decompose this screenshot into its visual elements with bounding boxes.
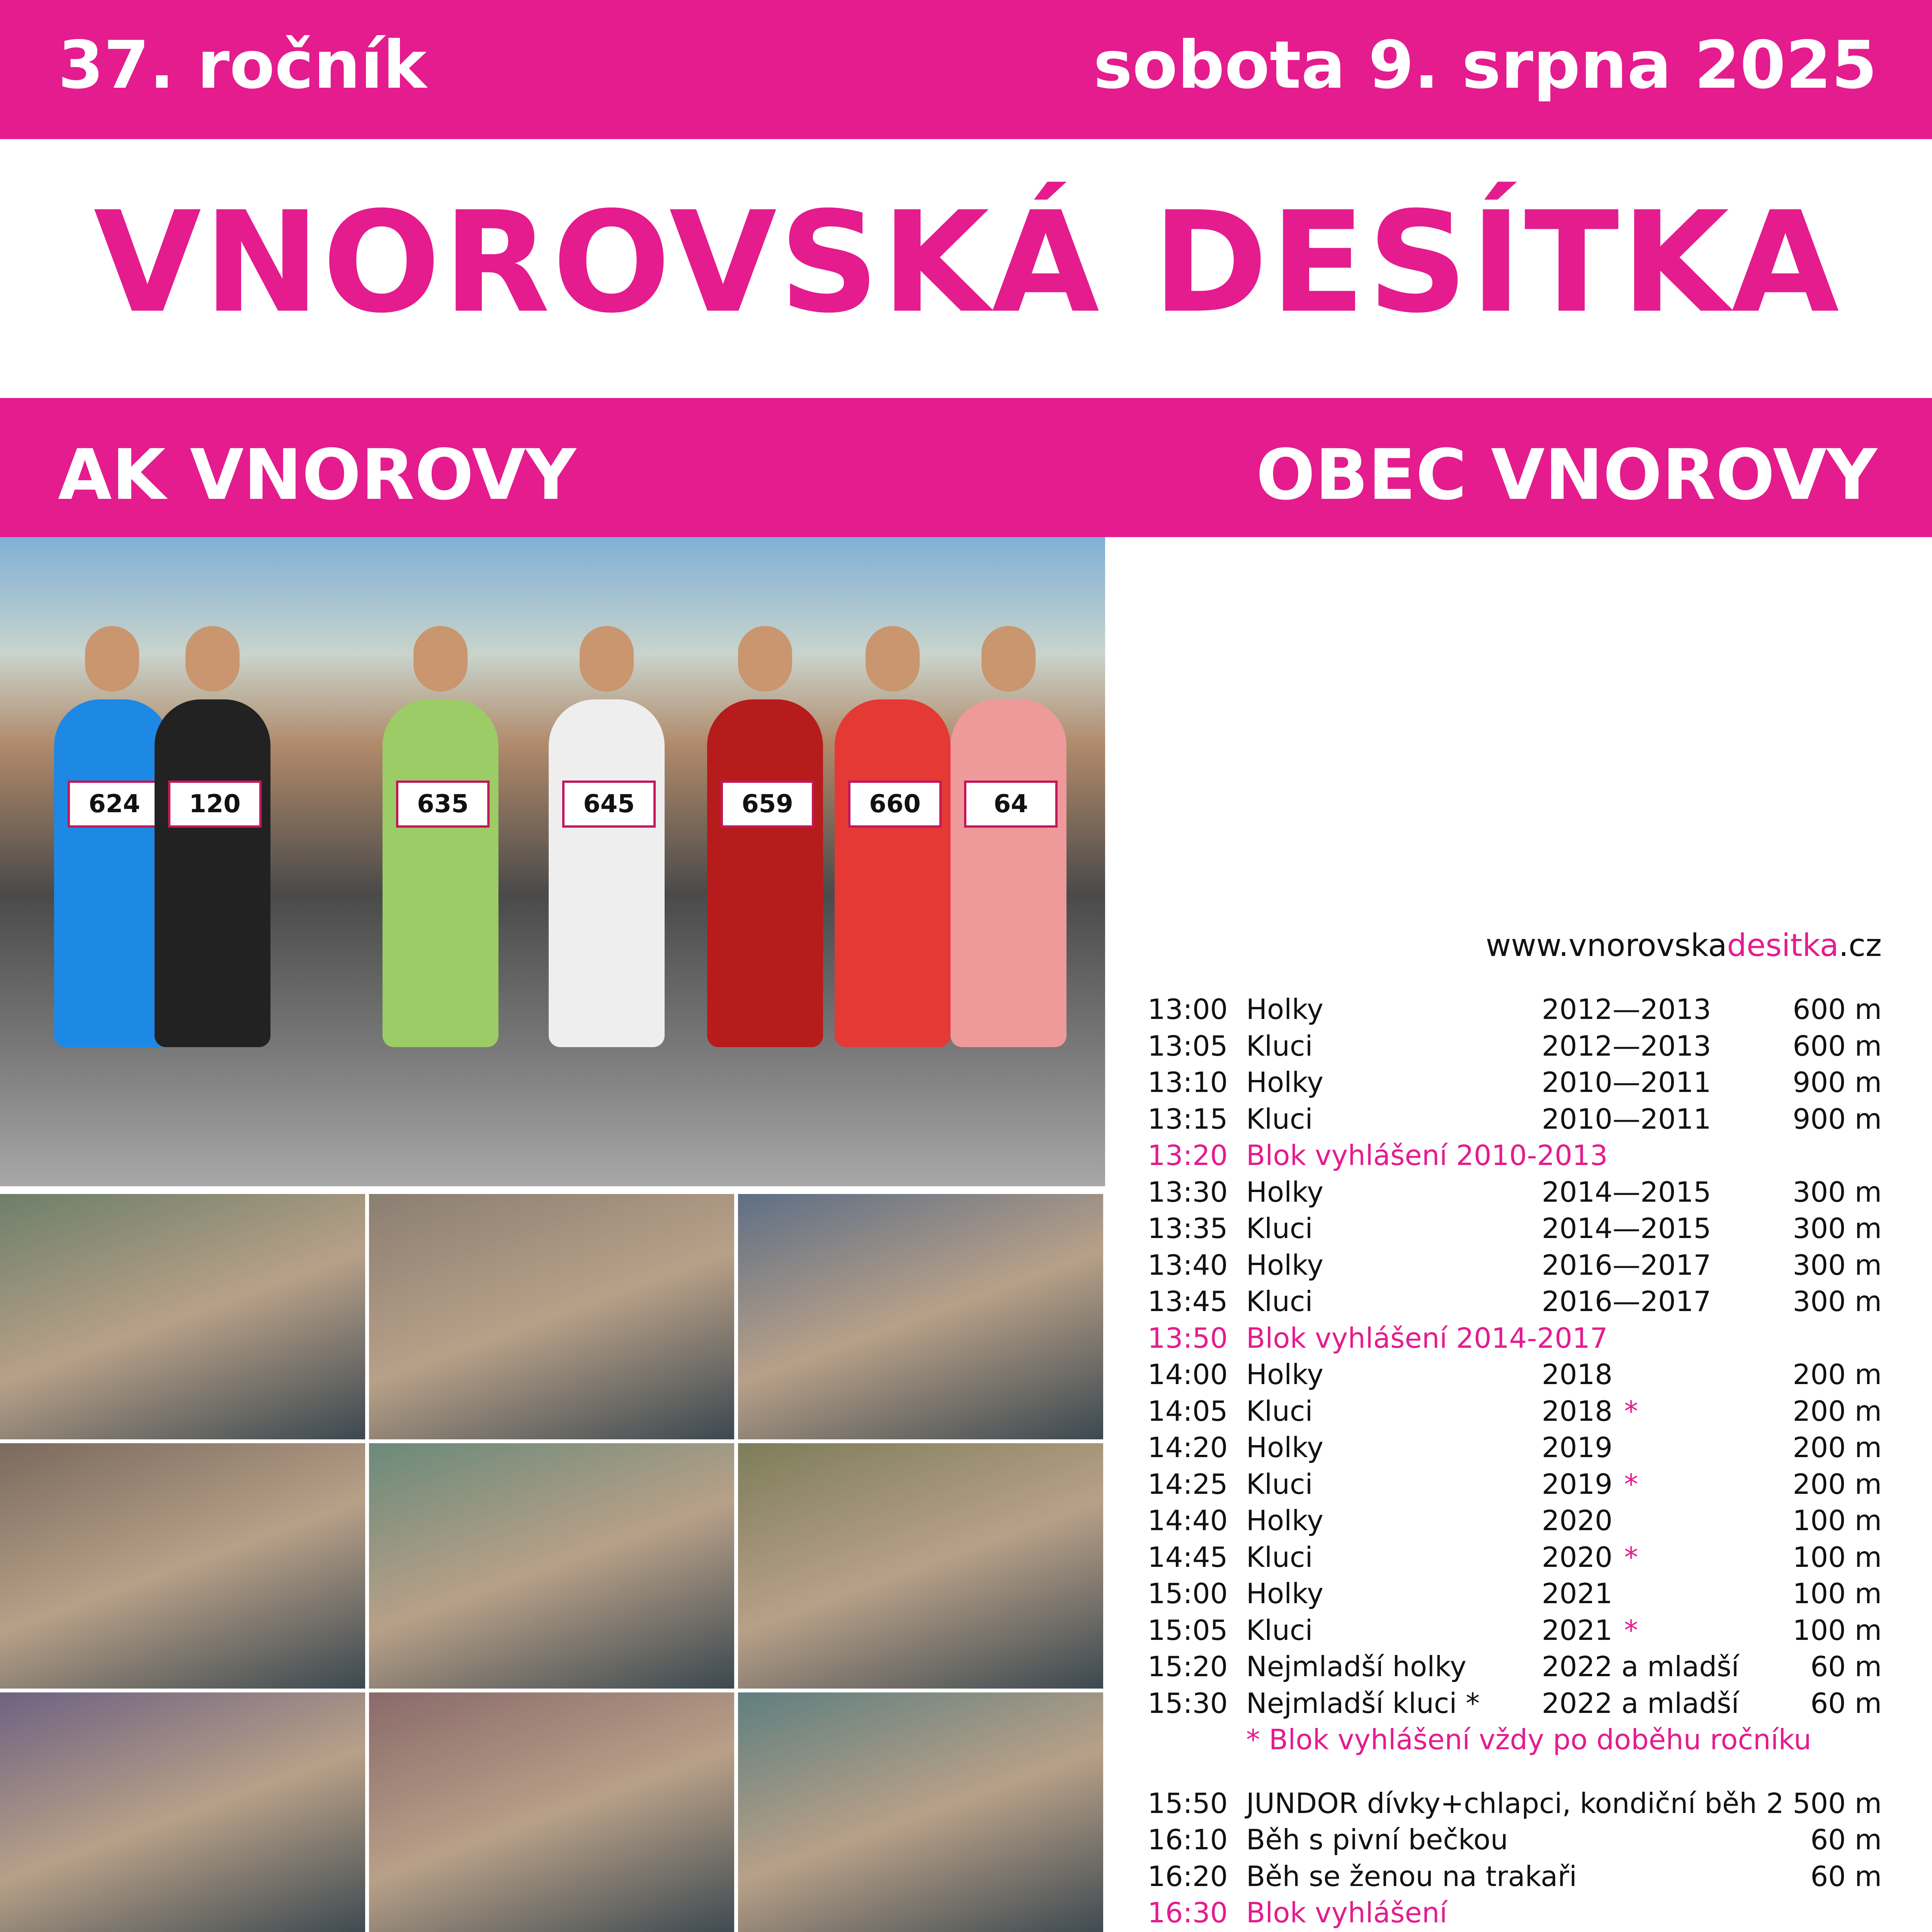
schedule-time: 15:00 [1148, 1577, 1228, 1610]
schedule-row [1148, 1504, 1882, 1541]
schedule-row [1148, 1687, 1882, 1723]
schedule-row [1148, 1066, 1882, 1102]
schedule-distance: 200 m [1793, 1431, 1882, 1464]
runner [707, 699, 823, 1047]
schedule-distance: 300 m [1793, 1248, 1882, 1281]
schedule-distance: 600 m [1793, 993, 1882, 1026]
schedule-event: Holky [1246, 1066, 1323, 1099]
schedule-years [1542, 1139, 1553, 1172]
schedule-time: 15:20 [1148, 1650, 1228, 1683]
schedule-time: 16:30 [1148, 1896, 1228, 1929]
schedule-years: 2022 a mladší [1542, 1687, 1739, 1719]
schedule-years: 2012—2013 [1542, 993, 1711, 1026]
hero-photo [0, 537, 1105, 1186]
schedule-event: Holky [1246, 993, 1323, 1026]
schedule-row [1148, 1395, 1882, 1431]
schedule-time: 13:00 [1148, 993, 1228, 1026]
race-bib: 64 [964, 781, 1058, 828]
edition: 37. ročník [58, 27, 427, 104]
schedule-row [1148, 1577, 1882, 1614]
schedule-years [1542, 1860, 1553, 1893]
race-bib: 660 [848, 781, 942, 828]
runner [835, 699, 951, 1047]
schedule-years: 2010—2011 [1542, 1102, 1711, 1135]
schedule-row [1148, 1103, 1882, 1139]
schedule-time: 15:50 [1148, 1787, 1228, 1820]
schedule-distance: 60 m [1810, 1687, 1882, 1719]
schedule-event: Kluci [1246, 1541, 1313, 1573]
schedule-time: 15:30 [1148, 1687, 1228, 1719]
schedule-event: Blok vyhlášení 2010-2013 [1246, 1139, 1608, 1172]
schedule-distance: 100 m [1793, 1504, 1882, 1537]
schedule-years: 2018 [1542, 1358, 1613, 1391]
schedule-row [1148, 1285, 1882, 1321]
runner-head [413, 626, 468, 692]
schedule-years: 2020 [1542, 1504, 1613, 1537]
schedule-distance: 100 m [1793, 1614, 1882, 1646]
schedule-row [1148, 993, 1882, 1029]
schedule-event: Blok vyhlášení [1246, 1896, 1447, 1929]
schedule-years: 2012—2013 [1542, 1029, 1711, 1062]
schedule-distance: 900 m [1793, 1102, 1882, 1135]
schedule-event: Kluci [1246, 1395, 1313, 1427]
schedule-event: Kluci [1246, 1285, 1313, 1318]
schedule-years: 2018 * [1542, 1395, 1638, 1427]
schedule-row [1148, 1541, 1882, 1577]
organizer-village: OBEC VNOROVY [1256, 435, 1877, 515]
race-bib: 659 [721, 781, 814, 828]
schedule-time: 16:10 [1148, 1823, 1228, 1856]
schedule-years: 2014—2015 [1542, 1212, 1711, 1245]
runner-head [866, 626, 920, 692]
schedule-event: Kluci [1246, 1468, 1313, 1500]
schedule-years [1542, 1723, 1553, 1756]
schedule-event: Blok vyhlášení 2014-2017 [1246, 1321, 1608, 1354]
runner [383, 699, 498, 1047]
race-bib: 645 [562, 781, 656, 828]
schedule-row [1148, 1431, 1882, 1468]
schedule-years: 2014—2015 [1542, 1175, 1711, 1208]
schedule-distance: 200 m [1793, 1358, 1882, 1391]
schedule-years: 2010—2011 [1542, 1066, 1711, 1099]
schedule-event: JUNDOR dívky+chlapci, kondiční běh [1246, 1787, 1757, 1820]
gallery-photo [738, 1194, 1103, 1439]
top-band [0, 0, 1932, 139]
schedule-years: 2016—2017 [1542, 1248, 1711, 1281]
schedule-row [1148, 1650, 1882, 1687]
schedule-time: 13:35 [1148, 1212, 1228, 1245]
runner [54, 699, 170, 1047]
runner-head [85, 626, 139, 692]
schedule-event: Holky [1246, 1504, 1323, 1537]
runner-head [580, 626, 634, 692]
schedule-event: Nejmladší holky [1246, 1650, 1466, 1683]
schedule-row [1148, 1322, 1882, 1358]
schedule-years: 2021 [1542, 1577, 1613, 1610]
schedule-event: Kluci [1246, 1102, 1313, 1135]
race-bib: 635 [396, 781, 490, 828]
schedule-distance: 300 m [1793, 1212, 1882, 1245]
schedule-time: 14:40 [1148, 1504, 1228, 1537]
schedule-years: 2022 a mladší [1542, 1650, 1739, 1683]
schedule-time: 13:20 [1148, 1139, 1228, 1172]
schedule-distance: 100 m [1793, 1541, 1882, 1573]
race-bib: 120 [168, 781, 262, 828]
runner-head [738, 626, 792, 692]
schedule-time: 14:20 [1148, 1431, 1228, 1464]
schedule-row [1148, 1896, 1882, 1932]
gallery-photo [0, 1443, 365, 1689]
schedule-time: 14:25 [1148, 1468, 1228, 1500]
runner [951, 699, 1066, 1047]
schedule-distance: 2 500 m [1766, 1787, 1882, 1820]
schedule-time: 14:05 [1148, 1395, 1228, 1427]
runner-head [185, 626, 240, 692]
schedule-distance: 200 m [1793, 1468, 1882, 1500]
schedule-distance: 300 m [1793, 1175, 1882, 1208]
runner-head [981, 626, 1036, 692]
gallery-photo [0, 1692, 365, 1932]
schedule-event: Kluci [1246, 1212, 1313, 1245]
schedule-years: 2020 * [1542, 1541, 1638, 1573]
schedule-row [1148, 1139, 1882, 1175]
organizer-club: AK VNOROVY [58, 435, 576, 515]
schedule-time: 14:00 [1148, 1358, 1228, 1391]
schedule-row [1148, 1823, 1882, 1860]
schedule-event: Holky [1246, 1175, 1323, 1208]
gallery-photo [369, 1692, 734, 1932]
schedule-event: Běh s pivní bečkou [1246, 1823, 1508, 1856]
schedule-years [1542, 1896, 1553, 1929]
schedule-years [1542, 1322, 1553, 1354]
schedule-years [1542, 1823, 1553, 1856]
gallery-photo [0, 1194, 365, 1439]
schedule-time: 13:10 [1148, 1066, 1228, 1099]
schedule-row [1148, 1468, 1882, 1504]
schedule-time: 13:50 [1148, 1321, 1228, 1354]
schedule-row [1148, 1176, 1882, 1212]
schedule-years: 2016—2017 [1542, 1285, 1711, 1318]
schedule-event: Nejmladší kluci * [1246, 1687, 1480, 1719]
schedule-distance: 100 m [1793, 1577, 1882, 1610]
schedule-event: Běh se ženou na trakaři [1246, 1860, 1577, 1893]
schedule-distance: 600 m [1793, 1029, 1882, 1062]
schedule-time: 13:40 [1148, 1248, 1228, 1281]
schedule-row [1148, 1860, 1882, 1896]
gallery-photo [738, 1692, 1103, 1932]
schedule-row [1148, 1358, 1882, 1395]
schedule-distance: 200 m [1793, 1395, 1882, 1427]
gallery-photo [738, 1443, 1103, 1689]
schedule-distance: 300 m [1793, 1285, 1882, 1318]
schedule-time: 13:15 [1148, 1102, 1228, 1135]
schedule-time: 13:05 [1148, 1029, 1228, 1062]
race-bib: 624 [68, 781, 161, 828]
event-title: VNOROVSKÁ DESÍTKA [94, 182, 1842, 344]
organizer-band [0, 398, 1932, 537]
schedule-years: 2021 * [1542, 1614, 1638, 1646]
schedule-event: Holky [1246, 1577, 1323, 1610]
schedule-event: Holky [1246, 1248, 1323, 1281]
schedule-row [1148, 1723, 1882, 1760]
gallery-photo [369, 1194, 734, 1439]
schedule-event: Holky [1246, 1358, 1323, 1391]
schedule-time: 15:05 [1148, 1614, 1228, 1646]
schedule-row [1148, 1030, 1882, 1066]
gallery-photo [369, 1443, 734, 1689]
schedule-distance: 60 m [1810, 1860, 1882, 1893]
schedule-distance: 60 m [1810, 1650, 1882, 1683]
runner [155, 699, 270, 1047]
schedule-years [1542, 1787, 1553, 1820]
schedule-time: 13:45 [1148, 1285, 1228, 1318]
runner [549, 699, 665, 1047]
schedule-distance: 60 m [1810, 1823, 1882, 1856]
schedule-time: 16:20 [1148, 1860, 1228, 1893]
schedule-years: 2019 [1542, 1431, 1613, 1464]
schedule-row [1148, 1212, 1882, 1248]
schedule-row [1148, 1249, 1882, 1285]
schedule-event: Kluci [1246, 1029, 1313, 1062]
schedule-time: 14:45 [1148, 1541, 1228, 1573]
schedule-row [1148, 1614, 1882, 1650]
event-date: sobota 9. srpna 2025 [1093, 27, 1877, 104]
schedule-event: Kluci [1246, 1614, 1313, 1646]
schedule-event: * Blok vyhlášení vždy po doběhu ročníku [1246, 1723, 1811, 1756]
schedule-row [1148, 1787, 1882, 1823]
website-url[interactable]: www.vnorovskadesitka.cz [1485, 927, 1882, 963]
schedule-time: 13:30 [1148, 1175, 1228, 1208]
schedule-years: 2019 * [1542, 1468, 1638, 1500]
schedule-event: Holky [1246, 1431, 1323, 1464]
schedule-distance: 900 m [1793, 1066, 1882, 1099]
